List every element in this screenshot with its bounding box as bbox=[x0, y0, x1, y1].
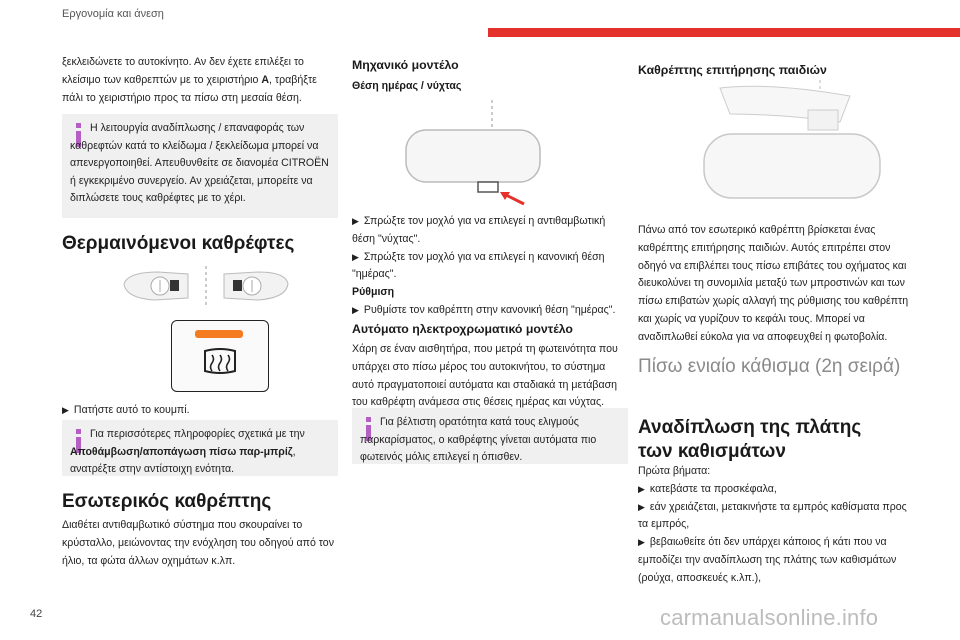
intro-bold: A bbox=[261, 73, 269, 86]
intro-after: , τραβήξτε πάλι το χειριστήριο προς τα πίσω στη μεσαία θέση. bbox=[62, 73, 317, 104]
rear-defrost-icon bbox=[202, 347, 238, 377]
heated-mirrors-title: Θερμαινόμενοι καθρέφτες bbox=[62, 233, 295, 254]
note-defrost bbox=[62, 420, 338, 476]
interior-mirror-text: Διαθέτει αντιθαμβωτικό σύστημα που σκουραίνει το κρύσταλλο, μειώνοντας την ενόχληση του οδηγού από τον ήλιο, τα φώτα άλλων οχημάτων κ.λπ. bbox=[62, 519, 334, 567]
day-night-bullets bbox=[352, 213, 628, 320]
bullet1-text: Σπρώξτε τον μοχλό για να επιλεγεί η αντιθαμβωτική θέση "νύχτας". bbox=[352, 215, 606, 245]
auto-model-text: Χάρη σε έναν αισθητήρα, που μετρά τη φωτεινότητα που υπάρχει στο πίσω μέρος του αυτοκινήτου, το σύστημα αυτό πραγματοποιεί αυτόματα και σταδιακά τη μετάβαση του καθρέφτη ανάμεσα στις θέσεις ημέρας και νύχτας. bbox=[352, 343, 618, 409]
fold-steps bbox=[638, 463, 918, 588]
manual-mirror-illustration bbox=[400, 100, 550, 208]
adjust-title: Ρύθμιση bbox=[352, 286, 395, 299]
auto-model-title: Αυτόματο ηλεκτροχρωματικό μοντέλο bbox=[352, 322, 573, 336]
note2-pre: Για περισσότερες πληροφορίες σχετικά με την bbox=[90, 428, 305, 440]
bullet3-text: Ρυθμίστε τον καθρέπτη στην κανονική θέση "ημέρας". bbox=[363, 303, 616, 316]
bullet-arrow-icon: ▶ bbox=[352, 251, 359, 262]
watermark: carmanualsonline.info bbox=[660, 605, 879, 630]
note1-text: Η λειτουργία αναδίπλωσης / επαναφοράς των καθρεφτών κατά το κλείδωμα / ξεκλείδωμα μπορεί να απενεργοποιηθεί. Απευθυνθείτε σε διανομέα CITROËN ή εγκεκριμένο συνεργείο. Αν χρειάζεται, μπορείτε να διπλώσετε τους καθρέφτες με το χέρι. bbox=[70, 122, 329, 205]
heated-bullet bbox=[62, 402, 338, 420]
bullet-arrow-icon: ▶ bbox=[638, 537, 645, 548]
child-mirror-title: Καθρέπτης επιτήρησης παιδιών bbox=[638, 63, 827, 77]
note-reverse-gear bbox=[352, 408, 628, 464]
first-steps: Πρώτα βήματα: bbox=[638, 465, 711, 477]
manual-model-title: Μηχανικό μοντέλο bbox=[352, 58, 459, 72]
day-night-title: Θέση ημέρας / νύχτας bbox=[352, 80, 462, 92]
accent-bar bbox=[488, 28, 960, 37]
intro-text: ξεκλειδώνετε το αυτοκίνητο. Αν δεν έχετε επιλέξει το κλείσιμο των καθρεπτών με το χειριστήριο bbox=[62, 56, 304, 86]
child-mirror-illustration bbox=[690, 80, 890, 206]
note3-text: Για βέλτιστη ορατότητα κατά τους ελιγμούς παρκαρίσματος, ο καθρέφτης γίνεται αυτόματα πιο φωτεινός μόλις επιλεγεί η όπισθεν. bbox=[360, 416, 597, 464]
step3-text: βεβαιωθείτε ότι δεν υπάρχει κάποιος ή κάτι που να εμποδίζει την αναδίπλωση της πλάτης των καθισμάτων (ρούχα, αποσκευές κ.λπ.), bbox=[638, 536, 897, 584]
interior-mirror-title: Εσωτερικός καθρέπτης bbox=[62, 491, 272, 512]
running-header: Εργονομία και άνεση bbox=[62, 8, 164, 20]
rear-defrost-button[interactable] bbox=[171, 320, 269, 392]
fold-backrest-title: Αναδίπλωση της πλάτης των καθισμάτων bbox=[638, 417, 862, 462]
note2-bold: Αποθάμβωση/αποπάγωση πίσω παρ-μπρίζ bbox=[70, 445, 293, 458]
note2-post: , ανατρέξτε στην αντίστοιχη ενότητα. bbox=[70, 445, 296, 476]
bullet-arrow-icon: ▶ bbox=[352, 216, 359, 226]
indicator-led bbox=[195, 330, 243, 338]
bullet-arrow-icon: ▶ bbox=[352, 304, 359, 315]
bullet-arrow-icon: ▶ bbox=[638, 483, 645, 494]
page-number: 42 bbox=[30, 608, 43, 620]
step1-text: κατεβάστε τα προσκέφαλα, bbox=[649, 482, 777, 495]
heated-mirrors-illustration bbox=[118, 266, 294, 308]
bullet-arrow-icon: ▶ bbox=[62, 405, 69, 415]
bullet2-text: Σπρώξτε τον μοχλό για να επιλεγεί η κανονική θέση "ημέρας". bbox=[352, 250, 605, 281]
heated-bullet-text: Πατήστε αυτό το κουμπί. bbox=[73, 404, 190, 416]
bullet-arrow-icon: ▶ bbox=[638, 501, 645, 512]
note-fold-mirrors bbox=[62, 114, 338, 218]
step2-text: εάν χρειάζεται, μετακινήστε τα εμπρός καθίσματα προς τα εμπρός, bbox=[638, 500, 907, 531]
child-mirror-text: Πάνω από τον εσωτερικό καθρέπτη βρίσκεται ένας καθρέπτης επιτήρησης παιδιών. Αυτός επιτρέπει στον οδηγό να επιβλέπει τους πίσω επιβάτες του οχήματος και διευκολύνει τη συνομιλία μεταξύ των μπροστινών και των πίσω επιβατών χωρίς αλλαγή της ρύθμισης του καθρέπτη και χωρίς να γυρίζουν το κεφάλι τους. Μπορεί να αναδιπλωθεί εύκολα για να αποφευχθεί η φωτοβολία. bbox=[638, 224, 909, 343]
rear-seat-title: Πίσω ενιαίο κάθισμα (2η σειρά) bbox=[638, 356, 901, 377]
col1-intro bbox=[62, 54, 338, 107]
